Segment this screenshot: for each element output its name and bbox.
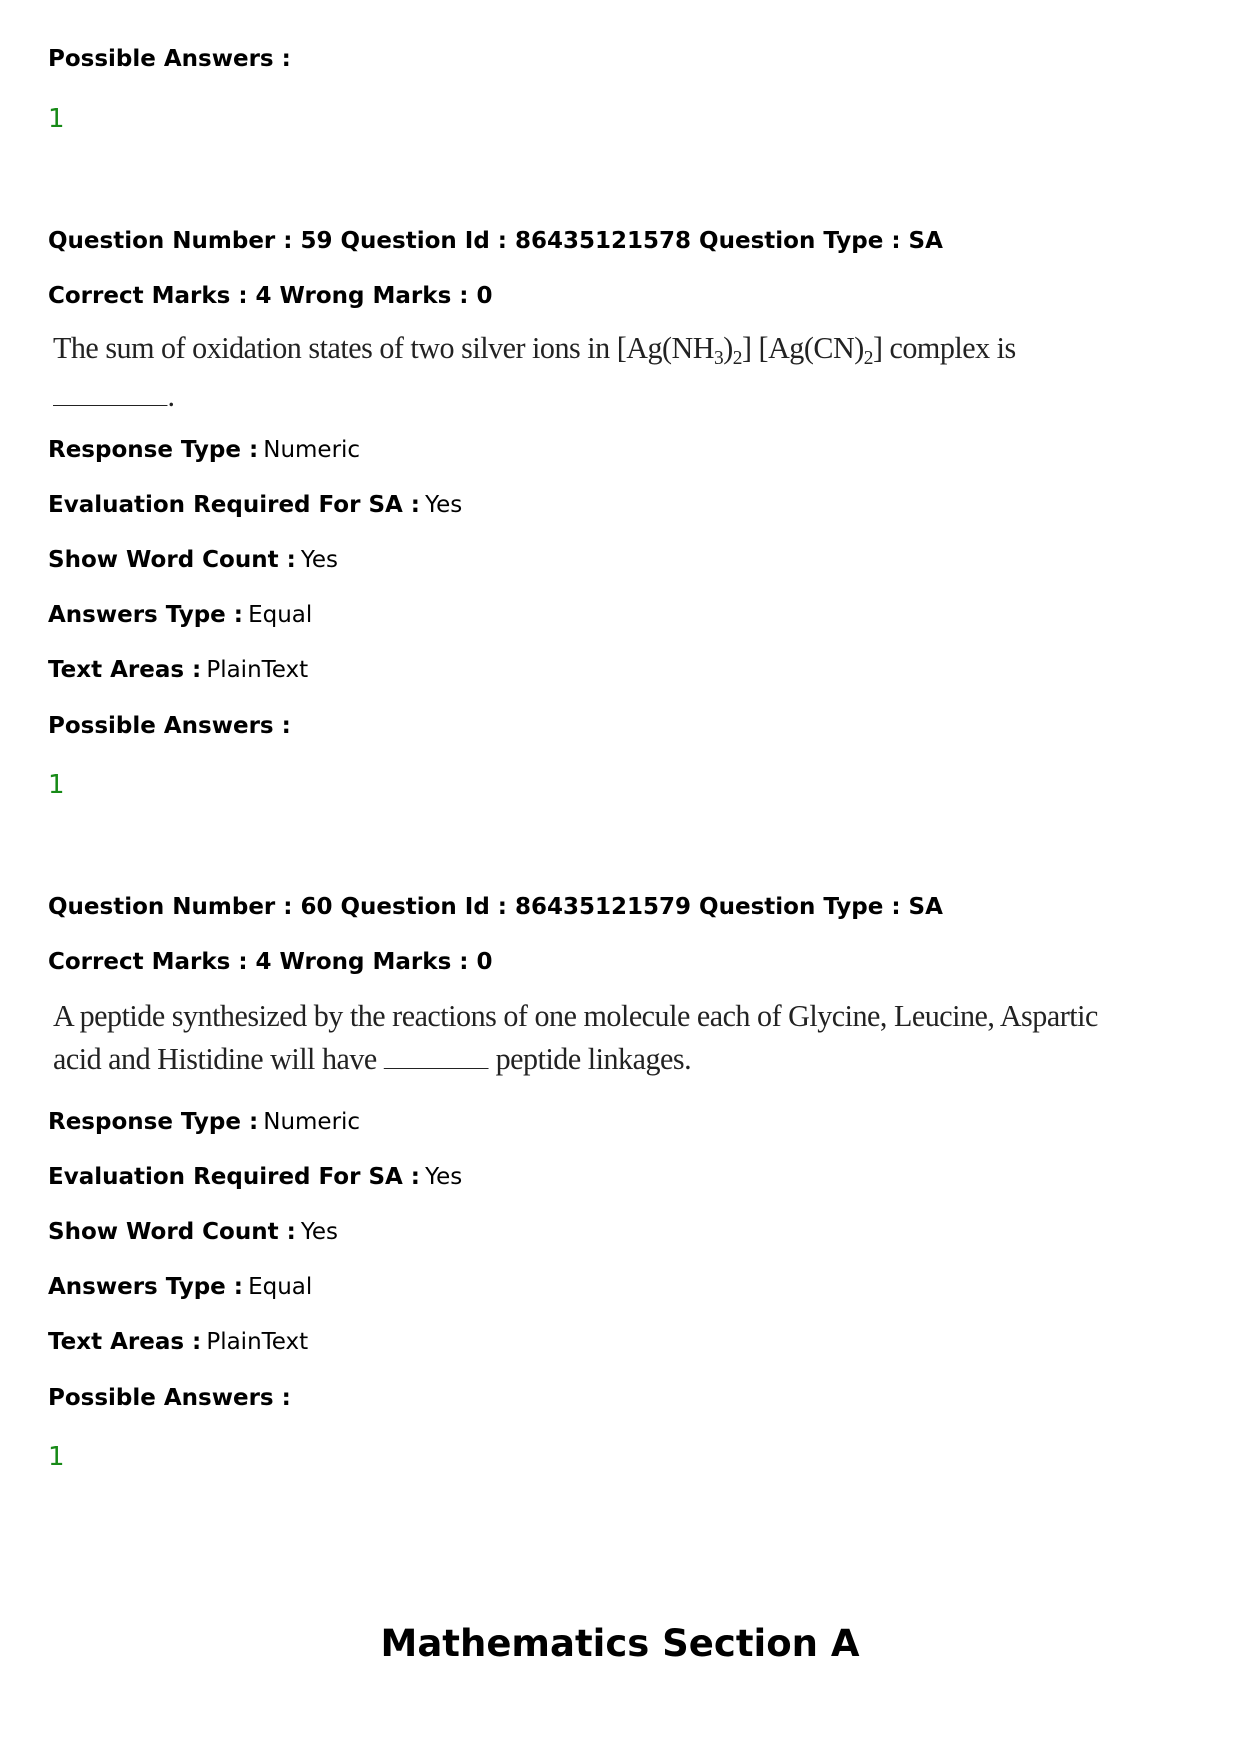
response-type-value: Numeric [263,437,361,463]
marks-line: Correct Marks : 4 Wrong Marks : 0 [48,283,493,309]
possible-answers-label: Possible Answers : [48,46,291,72]
possible-answers-label: Possible Answers : [48,713,291,739]
question-header: Question Number : 59 Question Id : 86435121578 Question Type : SA [48,228,943,254]
evaluation-value: Yes [425,1164,463,1190]
question-text-image-line2: acid and Histidine will have peptide linkages. [53,1041,692,1076]
text-areas-row [48,657,308,683]
text-areas-label: Text Areas : [48,1329,202,1355]
response-type-value: Numeric [263,1109,361,1135]
marks-line: Correct Marks : 4 Wrong Marks : 0 [48,949,493,975]
possible-answer-value: 1 [48,104,65,134]
answers-type-row [48,1274,312,1300]
text-areas-value: PlainText [206,1329,309,1355]
response-type-label: Response Type : [48,437,259,463]
section-title: Mathematics Section A [380,1622,860,1665]
word-count-label: Show Word Count : [48,547,296,573]
answers-type-value: Equal [248,602,313,628]
response-type-row [48,1109,360,1135]
word-count-value: Yes [300,1219,339,1245]
response-type-row [48,437,360,463]
evaluation-value: Yes [425,492,463,518]
question-text-image-line2: . [53,378,174,414]
text-areas-value: PlainText [206,657,309,683]
question-header: Question Number : 60 Question Id : 86435121579 Question Type : SA [48,894,943,920]
text-areas-label: Text Areas : [48,657,202,683]
possible-answer-value: 1 [48,1442,65,1472]
answer-blank [53,405,167,406]
evaluation-row [48,1164,462,1190]
answers-type-value: Equal [248,1274,313,1300]
evaluation-label: Evaluation Required For SA : [48,492,421,518]
word-count-row [48,1219,338,1245]
possible-answer-value: 1 [48,770,65,800]
question-text-image: The sum of oxidation states of two silver ions in $[Ag(NH_3)_2]$ $[Ag(CN)_2]$ complex is [53,330,1016,369]
text-areas-row [48,1329,308,1355]
answers-type-label: Answers Type : [48,1274,243,1300]
answers-type-row [48,602,312,628]
word-count-row [48,547,338,573]
possible-answers-label: Possible Answers : [48,1385,291,1411]
word-count-label: Show Word Count : [48,1219,296,1245]
response-type-label: Response Type : [48,1109,259,1135]
evaluation-label: Evaluation Required For SA : [48,1164,421,1190]
answer-blank [384,1068,489,1069]
word-count-value: Yes [300,547,339,573]
question-text-image: A peptide synthesized by the reactions of one molecule each of Glycine, Leucine, Aspartic [53,998,1098,1033]
answers-type-label: Answers Type : [48,602,243,628]
evaluation-row [48,492,462,518]
